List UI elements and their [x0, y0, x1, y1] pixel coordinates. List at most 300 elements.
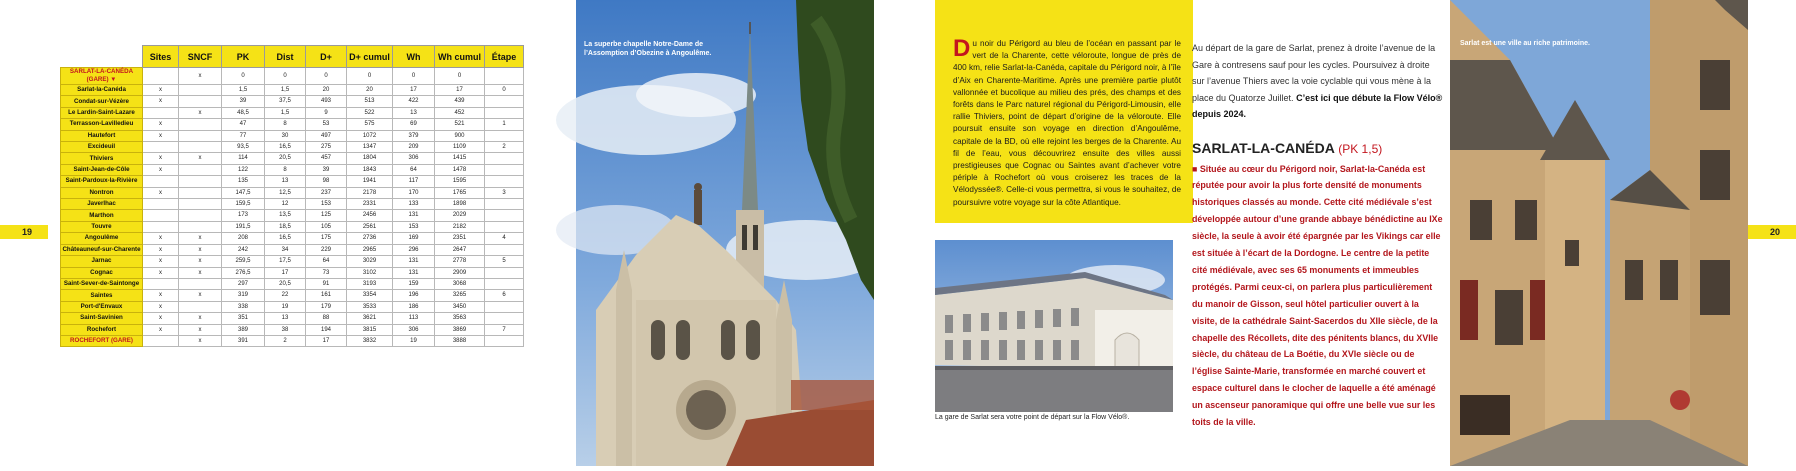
table-row: [61, 324, 524, 335]
table-cell: 153: [306, 199, 347, 210]
table-cell: 391: [222, 335, 265, 346]
table-cell: 194: [306, 324, 347, 335]
table-cell: 1,5: [222, 85, 265, 96]
header-blank: [61, 46, 143, 68]
drop-cap: D: [953, 35, 971, 62]
photo-caption: Sarlat est une ville au riche patrimoine.: [1460, 40, 1590, 47]
table-cell: 521: [435, 119, 485, 130]
table-cell: 161: [306, 290, 347, 301]
table-cell: x: [143, 130, 179, 141]
section-pk: (PK 1,5): [1338, 141, 1383, 156]
table-cell: x: [143, 313, 179, 324]
table-row: [61, 85, 524, 96]
table-cell: 2647: [435, 244, 485, 255]
table-cell: x: [179, 290, 222, 301]
table-cell: 1843: [347, 164, 393, 175]
table-cell: 191,5: [222, 221, 265, 232]
table-cell: [179, 96, 222, 107]
table-row: [61, 187, 524, 198]
table-cell: x: [143, 324, 179, 335]
table-cell: x: [143, 290, 179, 301]
page-number: 20: [1748, 225, 1796, 239]
table-cell: 13: [265, 313, 306, 324]
table-row: [61, 290, 524, 301]
table-cell: x: [179, 233, 222, 244]
table-cell: [485, 278, 524, 289]
table-cell: x: [143, 256, 179, 267]
table-cell: [485, 199, 524, 210]
stop-name: Châteauneuf-sur-Charente: [61, 244, 143, 255]
table-cell: x: [179, 107, 222, 118]
table-cell: 2778: [435, 256, 485, 267]
table-row: [61, 267, 524, 278]
table-cell: [179, 199, 222, 210]
stop-name: Javerlhac: [61, 199, 143, 210]
table-cell: 3563: [435, 313, 485, 324]
section-heading: [1192, 140, 1444, 157]
table-cell: 2029: [435, 210, 485, 221]
table-cell: 12,5: [265, 187, 306, 198]
table-cell: 2965: [347, 244, 393, 255]
table-cell: 48,5: [222, 107, 265, 118]
table-cell: 513: [347, 96, 393, 107]
table-cell: [179, 187, 222, 198]
stop-name: Saintes: [61, 290, 143, 301]
table-cell: [485, 301, 524, 312]
table-cell: x: [179, 256, 222, 267]
table-cell: 0: [222, 68, 265, 85]
table-cell: 8: [265, 164, 306, 175]
table-cell: 53: [306, 119, 347, 130]
table-cell: x: [179, 244, 222, 255]
table-cell: 5: [485, 256, 524, 267]
column-header: Wh: [393, 46, 435, 68]
table-cell: 64: [393, 164, 435, 175]
table-cell: 186: [393, 301, 435, 312]
table-cell: 237: [306, 187, 347, 198]
table-cell: 114: [222, 153, 265, 164]
table-cell: 159: [393, 278, 435, 289]
table-cell: 20,5: [265, 153, 306, 164]
table-cell: 47: [222, 119, 265, 130]
table-cell: 3533: [347, 301, 393, 312]
table-row: [61, 199, 524, 210]
table-cell: 0: [347, 68, 393, 85]
table-cell: 208: [222, 233, 265, 244]
intro-body: u noir du Périgord au bleu de l’océan en passant par le vert de la Charente, cette véloroute, longue de près de 400 km, relie Sarlat-la-Canéda, capitale du Périgord noir, à l’île d’Aix en Charente-Maritime. Après une première partie plutôt vallonnée et bucolique au milieu des prés, des champs et des forêts dans le Parc naturel régional du Périgord-Limousin, elle rallie Thiviers, point de départ d’origine de la véloroute. Elle poursuit ensuite son voyage en direction d’Angoulême, capitale de la BD, où elle rejoint les berges de la Charente. Au fil de l’eau, vous découvrirez ensuite des villes aussi prestigieuses que Cognac ou Saintes avant d’achever votre périple à Rochefort où vous croiserez les traces de la Vélodyssée®. Celle-ci vous permettra, si vous le souhaitez, de poursuivre votre voyage sur la côte Atlantique.: [953, 39, 1181, 207]
table-cell: 1109: [435, 142, 485, 153]
sarlat-image: [1450, 0, 1748, 466]
page-number: 19: [0, 225, 48, 239]
table-cell: 2: [485, 142, 524, 153]
table-cell: 39: [306, 164, 347, 175]
stop-name: Le Lardin-Saint-Lazare: [61, 107, 143, 118]
table-cell: 131: [393, 256, 435, 267]
table-cell: x: [179, 324, 222, 335]
station-image: [935, 240, 1173, 412]
table-cell: 38: [265, 324, 306, 335]
table-cell: 20: [306, 85, 347, 96]
table-cell: x: [143, 85, 179, 96]
table-cell: 13,5: [265, 210, 306, 221]
table-cell: [143, 107, 179, 118]
distance-table: [60, 45, 524, 347]
table-cell: 1: [485, 119, 524, 130]
table-cell: x: [179, 68, 222, 85]
table-cell: 9: [306, 107, 347, 118]
table-cell: [179, 142, 222, 153]
table-row: [61, 176, 524, 187]
table-cell: [485, 244, 524, 255]
table-cell: [143, 142, 179, 153]
directions-paragraph: [1192, 40, 1444, 123]
table-cell: 3621: [347, 313, 393, 324]
table-cell: 3265: [435, 290, 485, 301]
stop-name: Angoulême: [61, 233, 143, 244]
station-caption: La gare de Sarlat sera votre point de départ sur la Flow Vélo®.: [935, 414, 1130, 421]
table-cell: 13: [393, 107, 435, 118]
table-cell: x: [179, 153, 222, 164]
table-cell: 6: [485, 290, 524, 301]
table-cell: [179, 164, 222, 175]
table-cell: 37,5: [265, 96, 306, 107]
table-cell: 2736: [347, 233, 393, 244]
stop-name: Hautefort: [61, 130, 143, 141]
table-cell: 98: [306, 176, 347, 187]
stop-name: SARLAT-LA-CANÉDA (GARE) ▼: [61, 68, 143, 85]
table-cell: 16,5: [265, 142, 306, 153]
table-row: [61, 153, 524, 164]
section-paragraph: ■ Située au cœur du Périgord noir, Sarlat-la-Canéda est réputée pour avoir la plus forte densité de monuments historiques classés au monde. Cette cité médiévale s’est développée autour d’une grande abbaye bénédictine au IXe siècle, la seule à avoir été épargnée par les Vikings car elle est située à l’écart de la Dordogne. Le centre de la petite cité médiévale, avec ses 65 monuments et immeubles protégés. Parmi ceux-ci, on parlera plus particulièrement du manoir de Gisson, seul hôtel particulier ouvert à la visite, de la cathédrale Saint-Sacerdos du XIIe siècle, de la chapelle des Récollets, dite des pénitents blancs, du XVIIe siècle, du château de La Boétie, du XVIe siècle ou de l’église Sainte-Marie, transformée en marché couvert et espace culturel dans le clocher de laquelle a été aménagé un ascenseur panoramique qui offre une belle vue sur les toits de la ville.: [1192, 163, 1443, 428]
table-row: [61, 313, 524, 324]
church-photo: [576, 0, 874, 466]
column-header: Dist: [265, 46, 306, 68]
table-cell: x: [143, 301, 179, 312]
table-cell: 351: [222, 313, 265, 324]
table-cell: 3029: [347, 256, 393, 267]
table-cell: 133: [393, 199, 435, 210]
stop-name: Saint-Savinien: [61, 313, 143, 324]
table-row: [61, 221, 524, 232]
table-cell: 1941: [347, 176, 393, 187]
text-column: [1192, 40, 1444, 431]
table-cell: 8: [265, 119, 306, 130]
stop-name: Jarnac: [61, 256, 143, 267]
table-cell: 0: [265, 68, 306, 85]
table-cell: 1765: [435, 187, 485, 198]
column-header: PK: [222, 46, 265, 68]
table-cell: [485, 153, 524, 164]
table-cell: [179, 210, 222, 221]
stop-name: Sarlat-la-Canéda: [61, 85, 143, 96]
table-cell: 319: [222, 290, 265, 301]
table-cell: 17,5: [265, 256, 306, 267]
table-cell: 173: [222, 210, 265, 221]
table-cell: 131: [393, 210, 435, 221]
table-cell: 296: [393, 244, 435, 255]
table-cell: 2456: [347, 210, 393, 221]
table-cell: 3354: [347, 290, 393, 301]
table-cell: 105: [306, 221, 347, 232]
table-header-row: [61, 46, 524, 68]
table-cell: 2182: [435, 221, 485, 232]
stop-name: Nontron: [61, 187, 143, 198]
table-cell: 39: [222, 96, 265, 107]
table-cell: [179, 130, 222, 141]
section-title: SARLAT-LA-CANÉDA: [1192, 139, 1335, 156]
table-cell: 1478: [435, 164, 485, 175]
table-cell: 242: [222, 244, 265, 255]
table-cell: x: [143, 119, 179, 130]
table-cell: 88: [306, 313, 347, 324]
table-cell: 64: [306, 256, 347, 267]
table-cell: [485, 335, 524, 346]
table-cell: [485, 164, 524, 175]
stop-name: Thiviers: [61, 153, 143, 164]
station-photo: [935, 240, 1173, 412]
table-cell: 170: [393, 187, 435, 198]
table-cell: 13: [265, 176, 306, 187]
stop-name: Port-d'Envaux: [61, 301, 143, 312]
page-19: [0, 0, 576, 466]
table-cell: 4: [485, 233, 524, 244]
table-row: [61, 107, 524, 118]
table-cell: [179, 176, 222, 187]
table-cell: 493: [306, 96, 347, 107]
column-header: Étape: [485, 46, 524, 68]
table-cell: 135: [222, 176, 265, 187]
church-image: [576, 0, 874, 466]
table-cell: 497: [306, 130, 347, 141]
table-cell: 2351: [435, 233, 485, 244]
table-row: [61, 335, 524, 346]
table-cell: [143, 199, 179, 210]
stop-name: Terrasson-Lavilledieu: [61, 119, 143, 130]
table-cell: [485, 313, 524, 324]
table-cell: 422: [393, 96, 435, 107]
table-cell: 275: [306, 142, 347, 153]
table-cell: 2178: [347, 187, 393, 198]
stop-name: Condat-sur-Vézère: [61, 96, 143, 107]
table-cell: 306: [393, 324, 435, 335]
table-cell: 2331: [347, 199, 393, 210]
stop-name: Excideuil: [61, 142, 143, 153]
table-row: [61, 130, 524, 141]
stop-name: Marthon: [61, 210, 143, 221]
table-cell: 196: [393, 290, 435, 301]
table-row: [61, 96, 524, 107]
table-cell: [179, 85, 222, 96]
table-cell: 0: [485, 85, 524, 96]
table-cell: 3832: [347, 335, 393, 346]
stop-name: Touvre: [61, 221, 143, 232]
table-cell: 125: [306, 210, 347, 221]
table-row: [61, 210, 524, 221]
table-cell: 93,5: [222, 142, 265, 153]
table-cell: 73: [306, 267, 347, 278]
table-cell: [143, 335, 179, 346]
table-cell: 175: [306, 233, 347, 244]
intro-paragraph: [953, 35, 1181, 209]
table-cell: 91: [306, 278, 347, 289]
table-cell: 69: [393, 119, 435, 130]
directions-text: Au départ de la gare de Sarlat, prenez à droite l’avenue de la Gare à contresens sauf pour les cycles. Poursuivez à droite sur l’avenue Thiers avec la voie cyclable qui vous mène à la place du Quatorze Juillet.: [1192, 43, 1436, 103]
table-cell: [179, 278, 222, 289]
table-cell: x: [179, 267, 222, 278]
table-cell: x: [143, 187, 179, 198]
column-header: D+ cumul: [347, 46, 393, 68]
table-cell: [485, 267, 524, 278]
table-row: [61, 301, 524, 312]
stop-name: Saint-Sever-de-Saintonge: [61, 278, 143, 289]
table-cell: 179: [306, 301, 347, 312]
intro-box: [935, 0, 1193, 223]
stop-name: Rochefort: [61, 324, 143, 335]
column-header: D+: [306, 46, 347, 68]
table-cell: 2561: [347, 221, 393, 232]
table-cell: 2909: [435, 267, 485, 278]
table-cell: 117: [393, 176, 435, 187]
table-cell: 147,5: [222, 187, 265, 198]
table-cell: 20,5: [265, 278, 306, 289]
table-cell: 389: [222, 324, 265, 335]
table-row: [61, 164, 524, 175]
table-cell: x: [143, 96, 179, 107]
table-cell: 1898: [435, 199, 485, 210]
table-cell: 3: [485, 187, 524, 198]
table-cell: 575: [347, 119, 393, 130]
stop-name: ROCHEFORT (GARE): [61, 335, 143, 346]
table-cell: 3888: [435, 335, 485, 346]
table-cell: [143, 278, 179, 289]
table-row: [61, 233, 524, 244]
stop-name: Saint-Jean-de-Côle: [61, 164, 143, 175]
table-cell: 30: [265, 130, 306, 141]
table-cell: [179, 301, 222, 312]
table-cell: 18,5: [265, 221, 306, 232]
table-row: [61, 119, 524, 130]
table-cell: 522: [347, 107, 393, 118]
table-cell: x: [179, 335, 222, 346]
table-cell: 1804: [347, 153, 393, 164]
table-cell: 338: [222, 301, 265, 312]
table-cell: 77: [222, 130, 265, 141]
table-cell: 19: [265, 301, 306, 312]
table-cell: 17: [306, 335, 347, 346]
table-cell: 1347: [347, 142, 393, 153]
table-cell: [485, 210, 524, 221]
table-row: [61, 278, 524, 289]
table-row: [61, 256, 524, 267]
table-cell: 17: [435, 85, 485, 96]
stop-name: Saint-Pardoux-la-Rivière: [61, 176, 143, 187]
table-row: [61, 68, 524, 85]
table-cell: 1415: [435, 153, 485, 164]
table-cell: 3869: [435, 324, 485, 335]
table-cell: [485, 96, 524, 107]
table-cell: x: [143, 244, 179, 255]
table-cell: 17: [265, 267, 306, 278]
table-cell: 7: [485, 324, 524, 335]
table-cell: 439: [435, 96, 485, 107]
table-cell: 3102: [347, 267, 393, 278]
column-header: SNCF: [179, 46, 222, 68]
table-cell: 16,5: [265, 233, 306, 244]
table-cell: 209: [393, 142, 435, 153]
table-cell: 22: [265, 290, 306, 301]
table-cell: [485, 130, 524, 141]
table-cell: 2: [265, 335, 306, 346]
table-cell: 306: [393, 153, 435, 164]
column-header: Wh cumul: [435, 46, 485, 68]
table-cell: 3815: [347, 324, 393, 335]
table-cell: 20: [347, 85, 393, 96]
table-cell: [485, 221, 524, 232]
table-cell: x: [143, 267, 179, 278]
table-cell: x: [143, 233, 179, 244]
table-body: [61, 68, 524, 347]
table-cell: 1,5: [265, 85, 306, 96]
table-cell: [143, 221, 179, 232]
table-cell: 17: [393, 85, 435, 96]
table-cell: [485, 68, 524, 85]
table-cell: 1,5: [265, 107, 306, 118]
table-cell: 452: [435, 107, 485, 118]
table-cell: 900: [435, 130, 485, 141]
table-cell: 3193: [347, 278, 393, 289]
table-cell: [143, 68, 179, 85]
table-cell: 1595: [435, 176, 485, 187]
table-cell: 131: [393, 267, 435, 278]
table-cell: 457: [306, 153, 347, 164]
column-header: Sites: [143, 46, 179, 68]
table-cell: 259,5: [222, 256, 265, 267]
table-cell: 0: [393, 68, 435, 85]
table-cell: [143, 210, 179, 221]
stop-name: Cognac: [61, 267, 143, 278]
table-cell: 0: [435, 68, 485, 85]
table-cell: [179, 221, 222, 232]
sarlat-photo: [1450, 0, 1748, 466]
table-cell: 19: [393, 335, 435, 346]
table-cell: 169: [393, 233, 435, 244]
table-cell: [485, 176, 524, 187]
table-cell: 229: [306, 244, 347, 255]
table-cell: [485, 107, 524, 118]
table-cell: 297: [222, 278, 265, 289]
directions-bold: C’est ici que débute la Flow Vélo® depuis 2024.: [1192, 92, 1443, 119]
table-cell: 0: [306, 68, 347, 85]
table-row: [61, 244, 524, 255]
table-cell: 12: [265, 199, 306, 210]
table-cell: 379: [393, 130, 435, 141]
table-cell: 113: [393, 313, 435, 324]
table-cell: x: [179, 313, 222, 324]
table-cell: 1072: [347, 130, 393, 141]
table-cell: 122: [222, 164, 265, 175]
table-cell: x: [143, 153, 179, 164]
table-cell: 3450: [435, 301, 485, 312]
table-cell: 276,5: [222, 267, 265, 278]
table-cell: 3068: [435, 278, 485, 289]
table-cell: [143, 176, 179, 187]
photo-caption: La superbe chapelle Notre-Dame de l’Assomption d’Obezine à Angoulême.: [584, 41, 712, 57]
table-cell: x: [143, 164, 179, 175]
table-cell: [179, 119, 222, 130]
table-cell: 153: [393, 221, 435, 232]
table-cell: 34: [265, 244, 306, 255]
table-cell: 159,5: [222, 199, 265, 210]
